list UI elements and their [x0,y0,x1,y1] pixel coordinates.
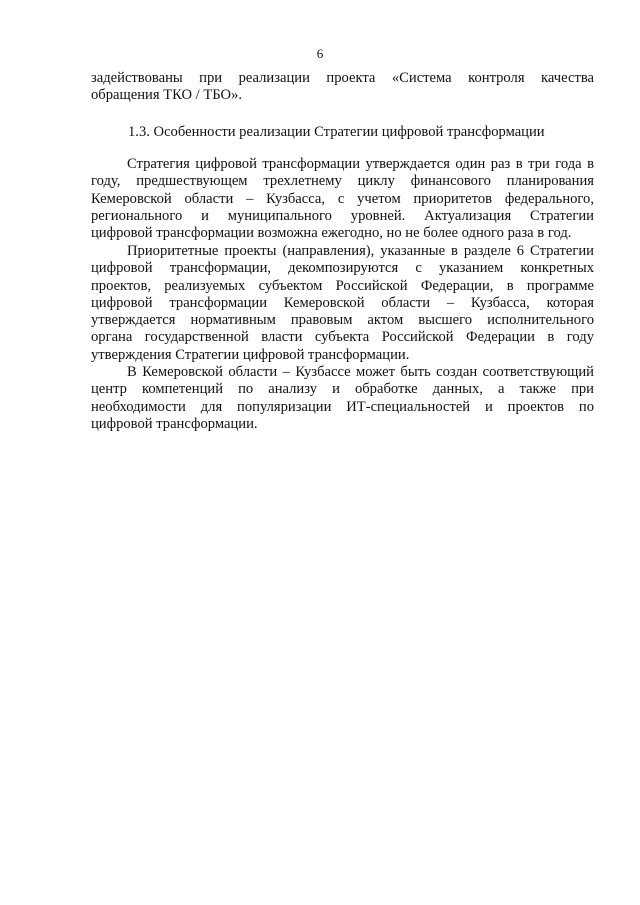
paragraph-line: органа государственной власти субъекта Российской Федерации в году [91,329,594,346]
paragraph-line: утверждается нормативным правовым актом высшего исполнительного [91,312,594,329]
paragraph-line: необходимости для популяризации ИТ-специальностей и проектов по [91,398,594,415]
paragraph-line: цифровой трансформации, декомпозируются с указанием конкретных [91,260,594,277]
paragraph-line: проектов, реализуемых субъектом Российской Федерации, в программе [91,277,594,294]
intro-line-1: задействованы при реализации проекта «Система контроля качества [91,70,594,86]
intro-paragraph [91,70,594,105]
paragraph-line: Приоритетные проекты (направления), указанные в разделе 6 Стратегии [127,243,594,259]
paragraph-line: году, предшествующем трехлетнему циклу финансового планирования [91,173,594,190]
paragraph-strategy-approval [91,156,594,242]
paragraph-line: регионального и муниципального уровней. Актуализация Стратегии [91,207,594,224]
paragraph-line: цифровой трансформации возможна ежегодно, но не более одного раза в год. [91,225,572,242]
paragraph-line: В Кемеровской области – Кузбассе может быть создан соответствующий [127,364,594,380]
paragraph-priority-projects [91,243,594,364]
paragraph-line: цифровой трансформации Кемеровской области – Кузбасса, которая [91,294,594,311]
paragraph-line: Стратегия цифровой трансформации утверждается один раз в три года в [127,156,594,172]
paragraph-line: утверждения Стратегии цифровой трансформации. [91,346,410,363]
paragraph-line: центр компетенций по анализу и обработке данных, а также при [91,381,594,398]
intro-line-2: обращения ТКО / ТБО». [91,87,243,104]
paragraph-line: Кемеровской области – Кузбасса, с учетом приоритетов федерального, [91,190,594,207]
section-heading: 1.3. Особенности реализации Стратегии цифровой трансформации [128,124,545,140]
page-number: 6 [316,46,324,61]
paragraph-line: цифровой трансформации. [91,415,258,432]
paragraph-competence-center [91,364,594,433]
